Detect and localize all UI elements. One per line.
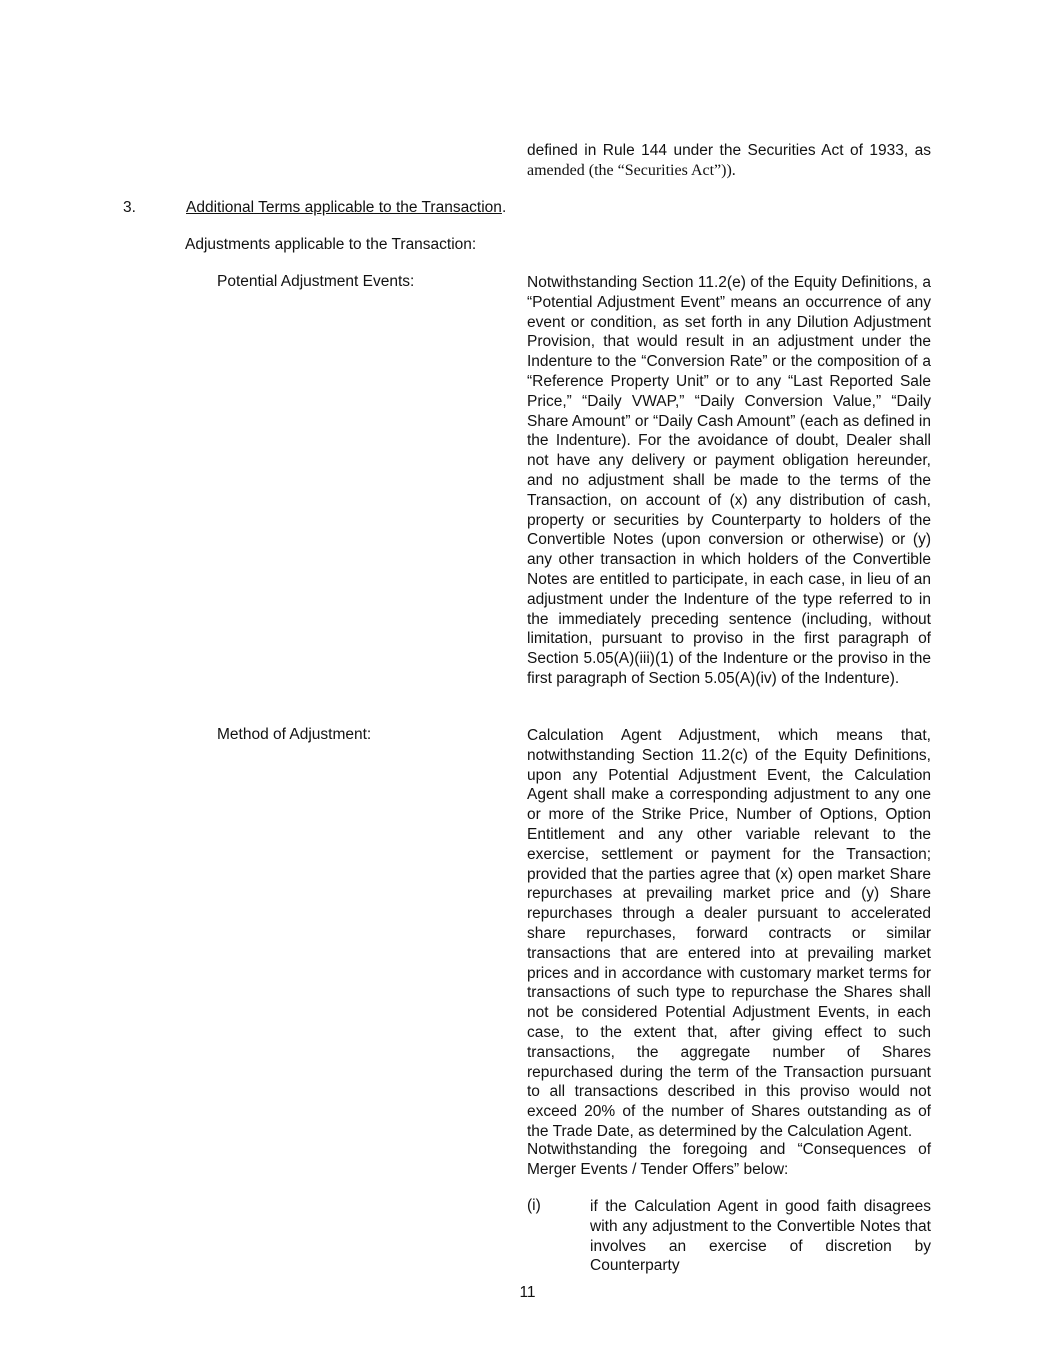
- continuation-line-2: amended (the “Securities Act”)).: [527, 161, 736, 179]
- section-heading-text: Additional Terms applicable to the Transaction: [186, 199, 502, 216]
- term-text-potential-adjustment-events: Notwithstanding Section 11.2(e) of the Equity Definitions, a “Potential Adjustment Event” means an occurrence of any event or condition, as set forth in any Dilution Adjustment Provision, that would result in an adjustment under the Indenture to the “Conversion Rate” or the composition of a “Reference Property Unit” or to any “Last Reported Sale Price,” “Daily VWAP,” “Daily Conversion Value,” “Daily Share Amount” or “Daily Cash Amount” (each as defined in the Indenture). For the avoidance of doubt, Dealer shall not have any delivery or payment obligation hereunder, and no adjustment shall be made to the terms of the Transaction, on account of (x) any distribution of cash, property or securities by Counterparty to holders of the Convertible Notes (upon conversion or otherwise) or (y) any other transaction in which holders of the Convertible Notes are entitled to participate, in each case, in lieu of an adjustment under the Indenture of the type referred to in the immediately preceding sentence (including, without limitation, pursuant to proviso in the first paragraph of Section 5.05(A)(iii)(1) of the Indenture or the proviso in the first paragraph of Section 5.05(A)(iv) of the Indenture).: [527, 274, 931, 687]
- term-label-method-of-adjustment: Method of Adjustment:: [217, 726, 372, 743]
- section-heading: [186, 199, 506, 217]
- list-item-marker: (i): [527, 1197, 541, 1214]
- term-label-potential-adjustment-events: Potential Adjustment Events:: [217, 273, 415, 290]
- page-number: 11: [519, 1284, 536, 1301]
- section-number: 3.: [123, 199, 136, 216]
- continuation-text: [527, 141, 931, 181]
- subheading: Adjustments applicable to the Transaction:: [185, 236, 477, 253]
- term-text-method-of-adjustment: Calculation Agent Adjustment, which means that, notwithstanding Section 11.2(c) of the Equity Definitions, upon any Potential Adjustment Event, the Calculation Agent shall make a corresponding adjustment to any one or more of the Strike Price, Number of Options, Option Entitlement and any other variable relevant to the exercise, settlement or payment for the Transaction; provided that the parties agree that (x) open market Share repurchases at prevailing market price and (y) Share repurchases through a dealer pursuant to accelerated share repurchases, forward contracts or similar transactions that are entered into at prevailing market prices and in accordance with customary market terms for transactions of such type to repurchase the Shares shall not be considered Potential Adjustment Events, in each case, to the extent that, after giving effect to such transactions, the aggregate number of Shares repurchased during the term of the Transaction pursuant to all transactions described in this proviso would not exceed 20% of the number of Shares outstanding as of the Trade Date, as determined by the Calculation Agent.: [527, 727, 931, 1140]
- notwithstanding-paragraph: Notwithstanding the foregoing and “Consequences of Merger Events / Tender Offers” below:: [527, 1141, 931, 1178]
- section-heading-period: .: [501, 199, 507, 216]
- list-item-text: if the Calculation Agent in good faith disagrees with any adjustment to the Convertible Notes that involves an exercise of discretion by Counterparty: [590, 1198, 931, 1275]
- continuation-line-1: defined in Rule 144 under the Securities Act of 1933, as: [527, 142, 931, 159]
